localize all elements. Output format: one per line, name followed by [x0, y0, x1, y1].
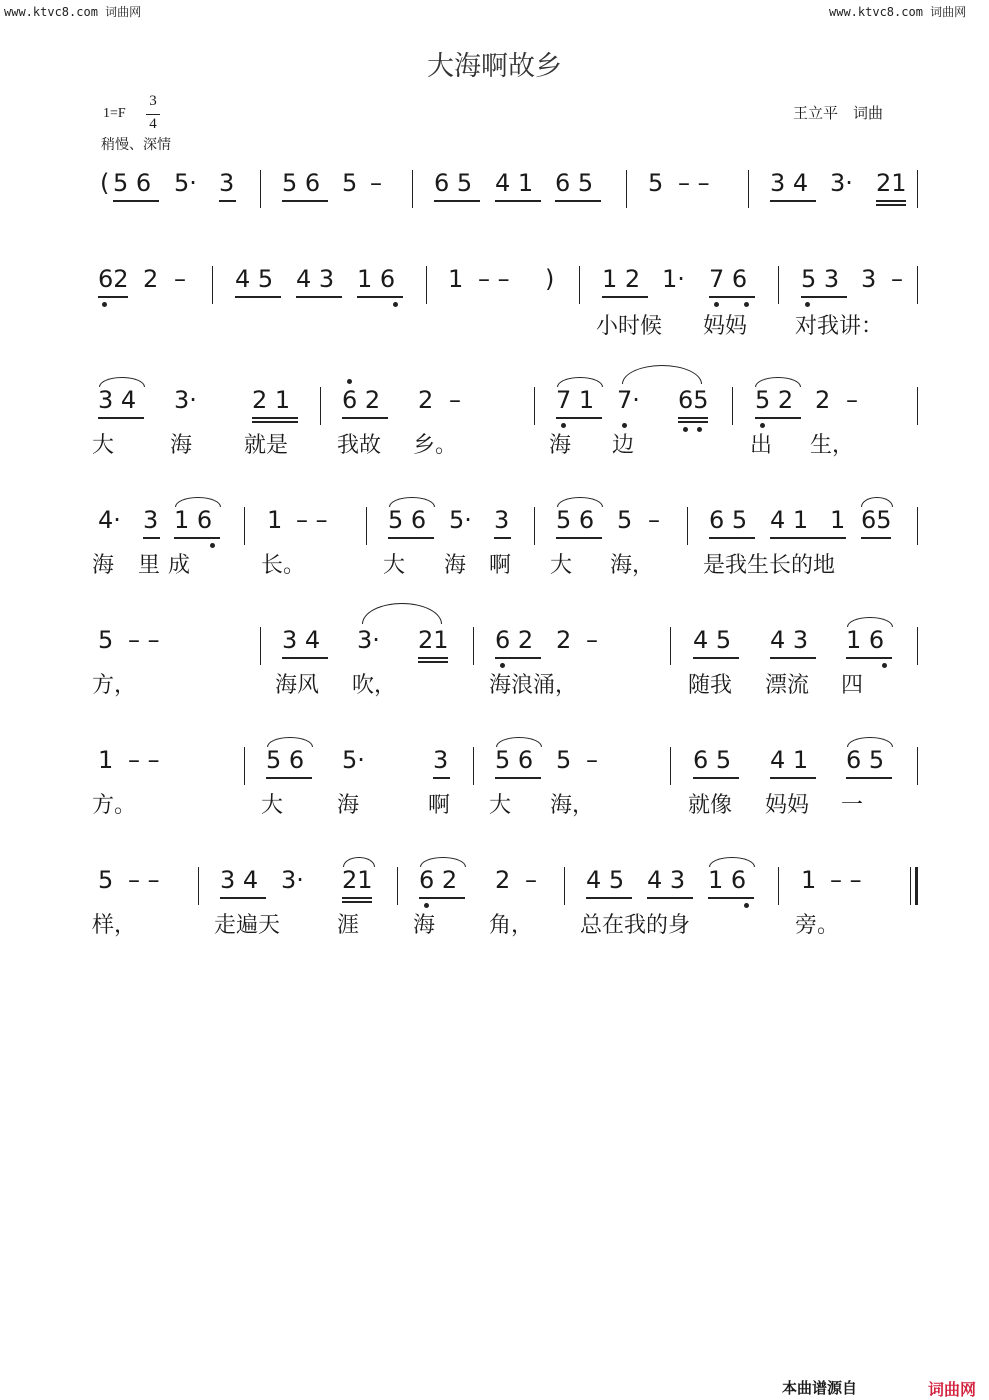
- lower-octave-dot: [744, 903, 749, 908]
- note: 3·: [357, 626, 380, 654]
- note: 5 6: [113, 169, 152, 197]
- lyric: 海: [92, 553, 115, 578]
- watermark-left: www.ktvc8.com 词曲网: [4, 5, 142, 19]
- note: 5: [98, 866, 114, 894]
- note: 3: [861, 265, 877, 293]
- note: 1 6: [708, 866, 747, 894]
- beam: [342, 901, 372, 903]
- note: 2: [495, 866, 511, 894]
- note: – –: [678, 169, 710, 197]
- note: 4 5: [693, 626, 732, 654]
- song-title: 大海啊故乡: [427, 51, 562, 82]
- note: 5: [556, 746, 572, 774]
- note: 3 4: [282, 626, 321, 654]
- barline: [426, 266, 427, 304]
- note: 6 5: [846, 746, 885, 774]
- note: 3: [219, 169, 235, 197]
- barline: [626, 170, 627, 208]
- note: 5 6: [495, 746, 534, 774]
- note: 2: [143, 265, 159, 293]
- note: –: [891, 265, 903, 293]
- lyric: 漂流: [765, 673, 810, 698]
- lyric: 就像: [688, 793, 733, 818]
- note: 5 3: [801, 265, 840, 293]
- beam: [143, 537, 160, 539]
- note: 5·: [174, 169, 197, 197]
- beam: [678, 417, 708, 419]
- note: ): [545, 265, 555, 293]
- note: 3: [494, 506, 510, 534]
- note: 6 5: [693, 746, 732, 774]
- barline: [670, 747, 671, 785]
- lyric: 一: [841, 793, 864, 818]
- barline: [687, 507, 688, 545]
- beam: [418, 657, 448, 659]
- lyric: 对我讲：: [795, 314, 884, 339]
- beam: [357, 296, 403, 298]
- note: 6 5: [555, 169, 594, 197]
- lower-octave-dot: [714, 302, 719, 307]
- lyric: 海浪涌，: [489, 673, 578, 698]
- lyric: 海: [444, 553, 467, 578]
- note: 6 5: [434, 169, 473, 197]
- note: 5 6: [282, 169, 321, 197]
- lyric: 样，: [92, 913, 137, 938]
- note: 3: [433, 746, 449, 774]
- note: 21: [342, 866, 373, 894]
- lower-octave-dot: [683, 427, 688, 432]
- lyric: 吹，: [352, 673, 397, 698]
- beam: [876, 200, 906, 202]
- key-signature: 1=F: [103, 106, 126, 121]
- note: 7 1: [556, 386, 595, 414]
- lyric: 乡。: [413, 433, 458, 458]
- lower-octave-dot: [882, 663, 887, 668]
- lyric: 方。: [92, 793, 137, 818]
- beam: [755, 417, 801, 419]
- note: 1 2: [602, 265, 641, 293]
- note: 6 5: [709, 506, 748, 534]
- note: 21: [418, 626, 449, 654]
- note: 3·: [281, 866, 304, 894]
- beam: [556, 417, 602, 419]
- beam: [556, 537, 602, 539]
- lyric: 啊: [428, 793, 451, 818]
- beam: [266, 777, 312, 779]
- note: (: [100, 169, 110, 197]
- lower-octave-dot: [805, 302, 810, 307]
- note: 5: [342, 169, 358, 197]
- note: 1 6: [846, 626, 885, 654]
- note: 5·: [449, 506, 472, 534]
- barline: [320, 387, 321, 425]
- note: –: [174, 265, 186, 293]
- beam: [709, 537, 755, 539]
- lyric: 海，: [550, 793, 595, 818]
- score-system-5: [0, 625, 989, 745]
- lyric: 涯: [337, 913, 360, 938]
- note: 5: [617, 506, 633, 534]
- barline: [473, 747, 474, 785]
- note: –: [846, 386, 858, 414]
- note: 2: [556, 626, 572, 654]
- lyric: 生，: [810, 433, 855, 458]
- note: 1: [448, 265, 464, 293]
- score-system-3: [0, 385, 989, 505]
- note: 1 6: [174, 506, 213, 534]
- beam: [434, 200, 480, 202]
- note: 5 6: [388, 506, 427, 534]
- beam: [770, 657, 816, 659]
- beam: [495, 657, 541, 659]
- barline: [260, 627, 261, 665]
- final-barline-thick: [915, 867, 918, 905]
- note: 4·: [98, 506, 121, 534]
- note: 3: [143, 506, 159, 534]
- beam: [113, 200, 159, 202]
- barline: [917, 387, 918, 425]
- note: 1·: [662, 265, 685, 293]
- lower-octave-dot: [393, 302, 398, 307]
- note: 1: [830, 506, 846, 534]
- note: 4 1: [770, 506, 809, 534]
- note: 7 6: [709, 265, 748, 293]
- barline: [244, 507, 245, 545]
- note: 4 3: [296, 265, 335, 293]
- note: 5 2: [755, 386, 794, 414]
- score-system-6: [0, 745, 989, 865]
- barline: [670, 627, 671, 665]
- lower-octave-dot: [744, 302, 749, 307]
- barline: [917, 266, 918, 304]
- lower-octave-dot: [697, 427, 702, 432]
- lyric: 大: [489, 793, 512, 818]
- note: 2: [418, 386, 434, 414]
- note: 3·: [174, 386, 197, 414]
- note: – –: [296, 506, 328, 534]
- lyric: 旁。: [795, 913, 840, 938]
- beam: [709, 296, 755, 298]
- barline: [397, 867, 398, 905]
- beam: [252, 421, 298, 423]
- time-signature-line: [146, 114, 160, 115]
- note: 5 6: [556, 506, 595, 534]
- lower-octave-dot: [210, 543, 215, 548]
- note: 65: [678, 386, 709, 414]
- lyric: 总在我的身: [580, 913, 691, 938]
- note: 4 3: [647, 866, 686, 894]
- barline: [473, 627, 474, 665]
- beam: [235, 296, 281, 298]
- note: 5 6: [266, 746, 305, 774]
- note: – –: [128, 626, 160, 654]
- note: –: [449, 386, 461, 414]
- beam: [876, 204, 906, 206]
- lyric: 四: [841, 673, 864, 698]
- note: 4 1: [495, 169, 534, 197]
- lyric: 海: [337, 793, 360, 818]
- beam: [861, 537, 891, 539]
- barline: [748, 170, 749, 208]
- lyric: 大: [383, 553, 406, 578]
- beam: [388, 537, 434, 539]
- note: – –: [830, 866, 862, 894]
- barline: [412, 170, 413, 208]
- note: – –: [128, 866, 160, 894]
- beam: [418, 661, 448, 663]
- note: 1 6: [357, 265, 396, 293]
- lyric: 方，: [92, 673, 137, 698]
- note: 6 2: [342, 386, 381, 414]
- lower-octave-dot: [102, 302, 107, 307]
- lyric: 海: [170, 433, 193, 458]
- note: 1: [267, 506, 283, 534]
- note: 3 4: [770, 169, 809, 197]
- barline: [778, 266, 779, 304]
- lyric: 长。: [261, 553, 306, 578]
- lyric: 随我: [688, 673, 733, 698]
- beam: [495, 200, 541, 202]
- lyric: 出: [750, 433, 773, 458]
- lyric: 大: [92, 433, 115, 458]
- note: 1: [801, 866, 817, 894]
- note: 4 1: [770, 746, 809, 774]
- beam: [693, 657, 739, 659]
- note: –: [370, 169, 382, 197]
- beam: [282, 200, 328, 202]
- note: 6 2: [495, 626, 534, 654]
- beam: [647, 897, 693, 899]
- lyric: 成: [168, 553, 191, 578]
- beam: [282, 657, 328, 659]
- beam: [342, 897, 372, 899]
- barline: [917, 170, 918, 208]
- final-barline-thin: [910, 867, 911, 905]
- footer-site-link[interactable]: 词曲网: [928, 1380, 977, 1399]
- beam: [296, 296, 342, 298]
- time-signature-numerator: 3: [149, 93, 157, 109]
- lyric: 海: [413, 913, 436, 938]
- lyric: 大: [261, 793, 284, 818]
- note: 4 5: [586, 866, 625, 894]
- barline: [732, 387, 733, 425]
- note: 65: [861, 506, 892, 534]
- note: 21: [876, 169, 907, 197]
- note: –: [586, 626, 598, 654]
- note: – –: [128, 746, 160, 774]
- beam: [342, 417, 388, 419]
- note: 7·: [617, 386, 640, 414]
- beam: [678, 421, 708, 423]
- beam: [846, 777, 892, 779]
- lyric: 里: [138, 553, 161, 578]
- beam: [846, 657, 892, 659]
- score-system-4: [0, 505, 989, 625]
- barline: [579, 266, 580, 304]
- beam: [433, 777, 450, 779]
- beam: [98, 296, 128, 298]
- note: –: [648, 506, 660, 534]
- beam: [602, 296, 648, 298]
- lyric: 是我生长的地: [703, 553, 836, 578]
- lyric: 就是: [244, 433, 289, 458]
- footer-source: 本曲谱源自: [782, 1379, 858, 1397]
- tempo-marking: 稍慢、深情: [101, 137, 171, 153]
- barline: [534, 387, 535, 425]
- barline: [564, 867, 565, 905]
- barline: [534, 507, 535, 545]
- lyric: 边: [612, 433, 635, 458]
- beam: [708, 897, 754, 899]
- watermark-right: www.ktvc8.com 词曲网: [829, 5, 967, 19]
- lyric: 海风: [275, 673, 320, 698]
- lyric: 走遍天: [214, 913, 281, 938]
- note: 2: [815, 386, 831, 414]
- note: 4 3: [770, 626, 809, 654]
- note: 3 4: [98, 386, 137, 414]
- beam: [693, 777, 739, 779]
- note: 2 1: [252, 386, 291, 414]
- barline: [917, 507, 918, 545]
- beam: [98, 417, 144, 419]
- beam: [770, 777, 816, 779]
- beam: [495, 777, 541, 779]
- lyric: 小时候: [596, 314, 663, 339]
- score-system-7: [0, 865, 989, 985]
- note: 62: [98, 265, 129, 293]
- time-signature-denominator: 4: [149, 116, 157, 132]
- barline: [778, 867, 779, 905]
- barline: [244, 747, 245, 785]
- note: 5: [648, 169, 664, 197]
- beam: [555, 200, 601, 202]
- beam: [219, 200, 236, 202]
- lyric: 啊: [489, 553, 512, 578]
- note: 4 5: [235, 265, 274, 293]
- barline: [212, 266, 213, 304]
- beam: [419, 897, 465, 899]
- score-system-2: [0, 264, 989, 384]
- lyric: 我故: [337, 433, 382, 458]
- beam: [801, 296, 847, 298]
- note: 1: [98, 746, 114, 774]
- note: 6 2: [419, 866, 458, 894]
- beam: [586, 897, 632, 899]
- note: 5·: [342, 746, 365, 774]
- note: 3·: [830, 169, 853, 197]
- lyric: 角，: [489, 913, 534, 938]
- lyric: 大: [550, 553, 573, 578]
- note: –: [586, 746, 598, 774]
- lyric: 妈妈: [765, 793, 810, 818]
- beam: [770, 537, 846, 539]
- lyric: 海: [549, 433, 572, 458]
- composer-credit: 王立平 词曲: [793, 104, 884, 122]
- barline: [198, 867, 199, 905]
- note: 3 4: [220, 866, 259, 894]
- upper-octave-dot: [347, 379, 352, 384]
- barline: [917, 747, 918, 785]
- lyric: 海，: [610, 553, 655, 578]
- barline: [366, 507, 367, 545]
- beam: [174, 537, 220, 539]
- note: –: [525, 866, 537, 894]
- beam: [220, 897, 266, 899]
- note: – –: [478, 265, 510, 293]
- barline: [260, 170, 261, 208]
- lyric: 妈妈: [703, 314, 748, 339]
- note: 5: [98, 626, 114, 654]
- beam: [252, 417, 298, 419]
- barline: [917, 627, 918, 665]
- beam: [770, 200, 816, 202]
- beam: [494, 537, 511, 539]
